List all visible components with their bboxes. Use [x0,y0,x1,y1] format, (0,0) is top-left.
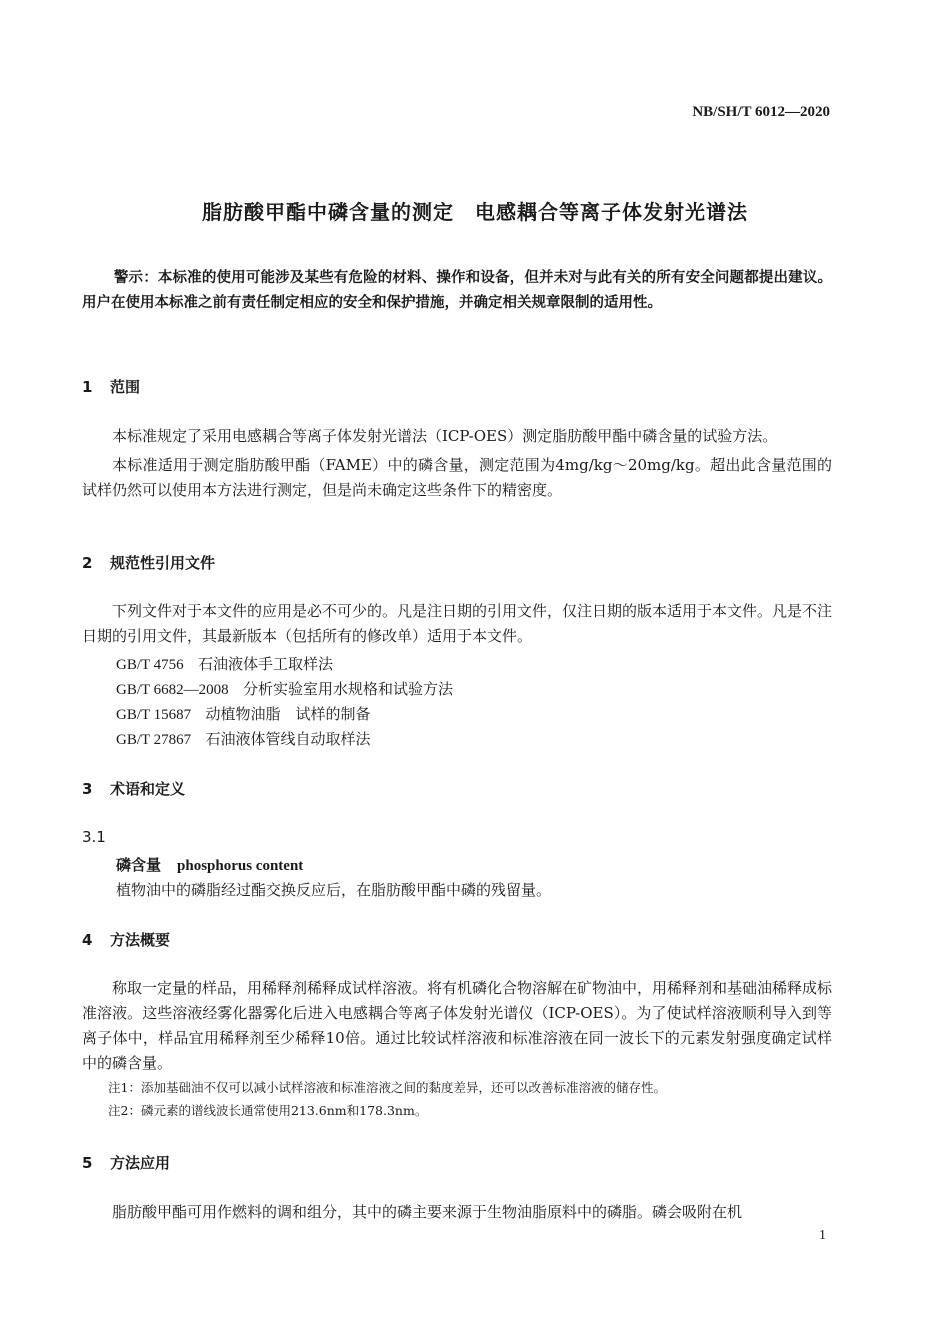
term-entry [116,854,303,875]
section-2-body [82,599,832,649]
reference-code: GB/T 27867 [116,732,192,748]
reference-item [116,703,370,724]
reference-code: GB/T 4756 [116,657,184,673]
term-number: 3.1 [82,828,106,846]
standard-code: NB/SH/T 6012—2020 [692,104,830,120]
section-5-title: 方法应用 [110,1154,171,1172]
section-3-heading [82,778,185,799]
term-definition: 植物油中的磷脂经过酯交换反应后，在脂肪酸甲酯中磷的残留量。 [116,881,552,899]
section-4-body [82,976,832,1076]
term-english: phosphorus content [177,858,304,874]
section-1-heading [82,376,140,397]
section-4-title: 方法概要 [110,931,171,949]
section-5-number: 5 [82,1154,93,1172]
section-1-paragraph-2: 本标准适用于测定脂肪酸甲酯（FAME）中的磷含量，测定范围为4mg/kg～20mg/kg。超出此含量范围的试样仍然可以使用本方法进行测定，但是尚未确定这些条件下的精密度。 [82,456,832,499]
reference-item [116,728,370,749]
document-title: 脂肪酸甲酯中磷含量的测定 电感耦合等离子体发射光谱法 [202,200,748,224]
section-5-paragraph-1: 脂肪酸甲酯可用作燃料的调和组分，其中的磷主要来源于生物油脂原料中的磷脂。磷会吸附在机 [112,1203,743,1221]
section-4-number: 4 [82,931,93,949]
reference-name: 石油液体手工取样法 [197,655,333,673]
section-1-body [82,424,832,503]
section-1-title: 范围 [110,378,141,396]
reference-name: 石油液体管线自动取样法 [205,730,371,748]
reference-code: GB/T 15687 [116,707,192,723]
section-2-heading [82,552,215,573]
reference-name: 动植物油脂 试样的制备 [205,705,371,723]
page-number: 1 [819,1228,826,1243]
section-3-number: 3 [82,780,93,798]
reference-code: GB/T 6682—2008 [116,682,229,698]
section-5-body [82,1200,832,1225]
note-1: 注1：添加基础油不仅可以减小试样溶液和标准溶液之间的黏度差异，还可以改善标准溶液的储存性。 [108,1080,666,1095]
section-5-heading [82,1152,170,1173]
reference-item [116,653,333,674]
note-2: 注2：磷元素的谱线波长通常使用213.6nm和178.3nm。 [108,1103,428,1118]
warning-block [82,266,832,316]
section-2-paragraph-1: 下列文件对于本文件的应用是必不可少的。凡是注日期的引用文件，仅注日期的版本适用于本文件。凡是不注日期的引用文件，其最新版本（包括所有的修改单）适用于本文件。 [82,602,833,645]
section-3-title: 术语和定义 [110,780,186,798]
term-chinese: 磷含量 [116,856,162,874]
warning-text: 警示：本标准的使用可能涉及某些有危险的材料、操作和设备，但并未对与此有关的所有安全问题都提出建议。用户在使用本标准之前有责任制定相应的安全和保护措施，并确定相关规章限制的适用性。 [82,270,832,311]
reference-name: 分析实验室用水规格和试验方法 [242,680,453,698]
section-2-title: 规范性引用文件 [110,554,216,572]
section-1-number: 1 [82,378,93,396]
section-4-paragraph-1: 称取一定量的样品，用稀释剂稀释成试样溶液。将有机磷化合物溶解在矿物油中，用稀释剂和基础油稀释成标准溶液。这些溶液经雾化器雾化后进入电感耦合等离子体发射光谱仪（ICP-OES）。为了使试样溶液顺利导入到等离子体中，样品宜用稀释剂至少稀释10倍。通过比较试样溶液和标准溶液在同一波长下的元素发射强度确定试样中的磷含量。 [82,979,833,1072]
reference-item [116,678,453,699]
section-1-paragraph-1: 本标准规定了采用电感耦合等离子体发射光谱法（ICP-OES）测定脂肪酸甲酯中磷含量的试验方法。 [112,427,778,445]
section-2-number: 2 [82,554,93,572]
section-4-heading [82,929,170,950]
